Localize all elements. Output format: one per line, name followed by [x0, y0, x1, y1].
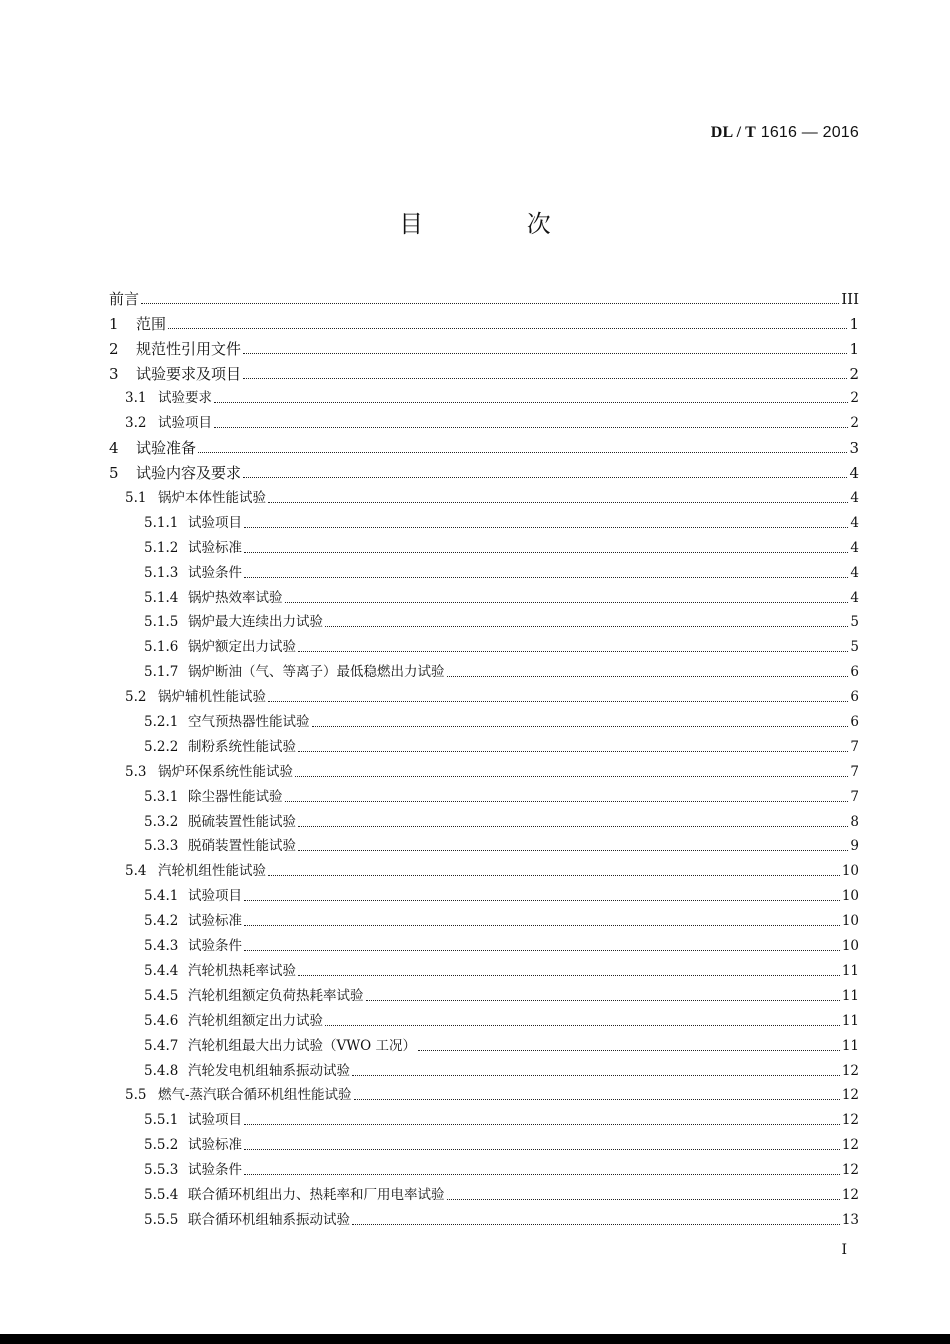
- toc-leader-dots: [141, 302, 839, 304]
- toc-leader-dots: [418, 1049, 840, 1051]
- toc-leader-dots: [447, 1198, 840, 1200]
- toc-entry-title: 试验项目: [188, 888, 242, 905]
- toc-entry-page: 10: [841, 913, 859, 930]
- toc-entry[interactable]: [109, 632, 859, 657]
- toc-entry-number: 5.5: [125, 1087, 147, 1104]
- toc-entry-title: 试验条件: [188, 1162, 242, 1179]
- toc-entry-page: 6: [850, 714, 859, 731]
- toc-entry[interactable]: [109, 657, 859, 682]
- toc-leader-dots: [244, 899, 840, 901]
- toc-entry-title: 锅炉最大连续出力试验: [188, 614, 323, 631]
- toc-entry-page: 12: [841, 1062, 859, 1079]
- toc-entry-page: 4: [849, 464, 859, 483]
- toc-entry[interactable]: [109, 334, 859, 359]
- toc-entry-page: 2: [850, 415, 859, 432]
- toc-entry[interactable]: [109, 433, 859, 458]
- toc-entry[interactable]: [109, 458, 859, 483]
- toc-leader-dots: [214, 401, 848, 403]
- toc-entry-page: 4: [850, 589, 859, 606]
- toc-leader-dots: [285, 601, 849, 603]
- toc-leader-dots: [325, 625, 848, 627]
- toc-entry-page: 1: [849, 339, 859, 358]
- toc-entry-number: 5.1.4: [144, 589, 179, 606]
- toc-entry[interactable]: [109, 483, 859, 508]
- toc-leader-dots: [214, 426, 848, 428]
- toc-entry-title: 试验标准: [188, 913, 242, 930]
- toc-entry-page: 6: [850, 689, 859, 706]
- toc-entry-number: 5.4.3: [144, 938, 179, 955]
- toc-entry[interactable]: [109, 408, 859, 433]
- toc-entry[interactable]: [109, 309, 859, 334]
- toc-leader-dots: [244, 1123, 840, 1125]
- toc-entry-number: 1: [109, 314, 119, 333]
- toc-entry-title: 脱硝装置性能试验: [188, 838, 296, 855]
- toc-leader-dots: [354, 1098, 840, 1100]
- toc-entry-page: 5: [850, 639, 859, 656]
- toc-entry-page: 12: [841, 1087, 859, 1104]
- toc-entry[interactable]: [109, 359, 859, 384]
- toc-entry-title: 试验准备: [136, 439, 197, 458]
- toc-entry-title: 前言: [109, 289, 140, 308]
- toc-entry-number: 5.2.2: [144, 738, 179, 755]
- toc-entry-number: 5.1: [125, 490, 147, 507]
- toc-entry-number: 3.2: [125, 415, 147, 432]
- toc-leader-dots: [244, 576, 848, 578]
- document-code: [711, 124, 859, 142]
- toc-entry[interactable]: [109, 1056, 859, 1081]
- toc-leader-dots: [244, 551, 848, 553]
- toc-entry-title: 试验项目: [158, 415, 212, 432]
- toc-entry[interactable]: [109, 856, 859, 881]
- toc-entry[interactable]: [109, 881, 859, 906]
- toc-entry-number: 5.3.2: [144, 813, 179, 830]
- toc-entry[interactable]: [109, 1130, 859, 1155]
- toc-leader-dots: [243, 476, 847, 478]
- toc-entry-title: 汽轮机组额定出力试验: [188, 1012, 323, 1029]
- toc-entry[interactable]: [109, 807, 859, 832]
- toc-entry-page: 10: [841, 938, 859, 955]
- toc-entry-page: 9: [850, 838, 859, 855]
- toc-entry-number: 5.1.2: [144, 539, 179, 556]
- page-title: 目 次: [399, 210, 599, 238]
- toc-entry-number: 5: [109, 464, 119, 483]
- toc-entry-title: 联合循环机组轴系振动试验: [188, 1211, 350, 1228]
- toc-entry[interactable]: [109, 1006, 859, 1031]
- toc-entry-page: 7: [850, 763, 859, 780]
- toc-entry[interactable]: [109, 1081, 859, 1106]
- toc-entry[interactable]: [109, 682, 859, 707]
- toc-entry-page: 11: [841, 1037, 859, 1054]
- toc-entry-title: 联合循环机组出力、热耗率和厂用电率试验: [188, 1186, 445, 1203]
- toc-leader-dots: [298, 849, 848, 851]
- toc-entry-title: 锅炉断油（气、等离子）最低稳燃出力试验: [188, 664, 445, 681]
- toc-entry-page: 11: [841, 962, 859, 979]
- toc-entry-title: 试验项目: [188, 514, 242, 531]
- toc-leader-dots: [352, 1074, 840, 1076]
- toc-leader-dots: [268, 501, 848, 503]
- toc-entry[interactable]: [109, 1180, 859, 1205]
- toc-entry-title: 锅炉环保系统性能试验: [158, 763, 293, 780]
- toc-leader-dots: [298, 974, 840, 976]
- toc-entry-page: 11: [841, 987, 859, 1004]
- toc-entry-number: 5.2: [125, 689, 147, 706]
- toc-leader-dots: [325, 1024, 840, 1026]
- toc-entry-title: 试验要求: [158, 390, 212, 407]
- toc-entry-page: 4: [850, 490, 859, 507]
- toc-leader-dots: [295, 775, 848, 777]
- toc-entry-number: 5.5.3: [144, 1162, 179, 1179]
- toc-entry-title: 汽轮机热耗率试验: [188, 962, 296, 979]
- toc-leader-dots: [268, 874, 840, 876]
- toc-entry-number: 5.1.3: [144, 564, 179, 581]
- toc-entry-page: 1: [849, 314, 859, 333]
- toc-entry-number: 5.1.7: [144, 664, 179, 681]
- toc-entry-page: 10: [841, 888, 859, 905]
- toc-entry-title: 试验条件: [188, 564, 242, 581]
- toc-leader-dots: [312, 725, 849, 727]
- toc-entry-page: 10: [841, 863, 859, 880]
- toc-entry-number: 5.3.1: [144, 788, 179, 805]
- toc-entry-title: 试验条件: [188, 938, 242, 955]
- toc-leader-dots: [298, 650, 848, 652]
- toc-entry[interactable]: [109, 583, 859, 608]
- toc-entry[interactable]: [109, 757, 859, 782]
- toc-leader-dots: [243, 377, 847, 379]
- toc-leader-dots: [244, 924, 840, 926]
- table-of-contents: [109, 284, 859, 1230]
- toc-entry-page: 5: [850, 614, 859, 631]
- toc-entry[interactable]: [109, 508, 859, 533]
- toc-entry[interactable]: [109, 782, 859, 807]
- toc-entry-page: 4: [850, 539, 859, 556]
- toc-entry-number: 5.1.6: [144, 639, 179, 656]
- toc-entry-title: 试验项目: [188, 1112, 242, 1129]
- toc-entry-title: 燃气-蒸汽联合循环机组性能试验: [158, 1087, 352, 1104]
- toc-entry-number: 5.5.4: [144, 1186, 179, 1203]
- toc-entry-number: 3.1: [125, 390, 147, 407]
- toc-entry[interactable]: [109, 558, 859, 583]
- toc-entry[interactable]: [109, 533, 859, 558]
- toc-entry-title: 锅炉辅机性能试验: [158, 689, 266, 706]
- toc-entry-number: 5.4.8: [144, 1062, 179, 1079]
- toc-entry-page: 8: [850, 813, 859, 830]
- toc-entry-title: 范围: [136, 314, 167, 333]
- toc-entry[interactable]: [109, 1205, 859, 1230]
- toc-leader-dots: [298, 750, 848, 752]
- toc-entry-title: 试验标准: [188, 539, 242, 556]
- toc-entry-number: 5.3: [125, 763, 147, 780]
- document-code-prefix: DL / T: [710, 124, 757, 141]
- toc-entry-title: 汽轮机组额定负荷热耗率试验: [188, 987, 364, 1004]
- toc-entry-title: 空气预热器性能试验: [188, 714, 310, 731]
- toc-entry-title: 汽轮机组性能试验: [158, 863, 266, 880]
- toc-entry-title: 锅炉热效率试验: [188, 589, 283, 606]
- toc-leader-dots: [285, 800, 849, 802]
- toc-entry[interactable]: [109, 906, 859, 931]
- toc-entry[interactable]: [109, 956, 859, 981]
- toc-entry-page: 12: [841, 1112, 859, 1129]
- toc-leader-dots: [244, 949, 840, 951]
- toc-entry-page: 7: [850, 738, 859, 755]
- toc-entry-title: 试验要求及项目: [136, 364, 242, 383]
- toc-entry-page: 7: [850, 788, 859, 805]
- toc-entry-title: 锅炉本体性能试验: [158, 490, 266, 507]
- toc-entry-title: 脱硫装置性能试验: [188, 813, 296, 830]
- toc-entry-page: 13: [841, 1211, 859, 1228]
- toc-entry-title: 汽轮发电机组轴系振动试验: [188, 1062, 350, 1079]
- toc-leader-dots: [298, 825, 848, 827]
- toc-entry[interactable]: [109, 608, 859, 633]
- toc-entry-number: 5.5.5: [144, 1211, 179, 1228]
- toc-entry-number: 5.4.5: [144, 987, 179, 1004]
- toc-entry-title: 除尘器性能试验: [188, 788, 283, 805]
- toc-entry[interactable]: [109, 981, 859, 1006]
- toc-entry-page: 4: [850, 564, 859, 581]
- toc-entry-title: 汽轮机组最大出力试验（VWO 工况）: [188, 1037, 416, 1054]
- toc-entry-page: 6: [850, 664, 859, 681]
- toc-entry-number: 5.1.1: [144, 514, 179, 531]
- toc-entry-number: 3: [109, 364, 119, 383]
- toc-entry[interactable]: [109, 1031, 859, 1056]
- toc-leader-dots: [244, 526, 848, 528]
- toc-entry-number: 5.4.6: [144, 1012, 179, 1029]
- toc-entry[interactable]: [109, 732, 859, 757]
- toc-entry-title: 试验内容及要求: [136, 464, 242, 483]
- toc-leader-dots: [168, 327, 847, 329]
- toc-entry[interactable]: [109, 384, 859, 409]
- toc-leader-dots: [447, 675, 849, 677]
- toc-leader-dots: [243, 352, 847, 354]
- toc-entry-number: 5.5.1: [144, 1112, 179, 1129]
- toc-entry-title: 制粉系统性能试验: [188, 738, 296, 755]
- toc-entry-number: 5.2.1: [144, 714, 179, 731]
- toc-entry[interactable]: [109, 931, 859, 956]
- toc-entry-number: 5.4.7: [144, 1037, 179, 1054]
- toc-entry-number: 5.4.4: [144, 962, 179, 979]
- toc-entry-number: 5.3.3: [144, 838, 179, 855]
- toc-entry[interactable]: [109, 1155, 859, 1180]
- toc-entry-page: 2: [849, 364, 859, 383]
- toc-entry-page: 12: [841, 1137, 859, 1154]
- bottom-border: [0, 1334, 950, 1344]
- toc-entry-number: 4: [109, 439, 119, 458]
- toc-entry-page: III: [841, 289, 859, 308]
- toc-leader-dots: [352, 1223, 840, 1225]
- document-code-number: 1616 — 2016: [760, 124, 859, 141]
- toc-entry-page: 12: [841, 1162, 859, 1179]
- toc-entry-page: 3: [849, 439, 859, 458]
- toc-entry-number: 5.5.2: [144, 1137, 179, 1154]
- toc-entry[interactable]: [109, 284, 859, 309]
- toc-leader-dots: [244, 1173, 840, 1175]
- toc-entry-number: 5.4: [125, 863, 147, 880]
- toc-entry-page: 11: [841, 1012, 859, 1029]
- toc-leader-dots: [244, 1148, 840, 1150]
- toc-entry-number: 5.4.1: [144, 888, 179, 905]
- toc-entry-page: 2: [850, 390, 859, 407]
- toc-entry-page: 12: [841, 1186, 859, 1203]
- toc-entry-number: 5.1.5: [144, 614, 179, 631]
- toc-entry-number: 2: [109, 339, 119, 358]
- toc-entry-number: 5.4.2: [144, 913, 179, 930]
- page-number: I: [841, 1242, 847, 1258]
- toc-entry-title: 试验标准: [188, 1137, 242, 1154]
- toc-entry-page: 4: [850, 514, 859, 531]
- toc-entry-title: 锅炉额定出力试验: [188, 639, 296, 656]
- toc-leader-dots: [198, 451, 847, 453]
- toc-entry[interactable]: [109, 832, 859, 857]
- toc-entry-title: 规范性引用文件: [136, 339, 242, 358]
- toc-entry[interactable]: [109, 1105, 859, 1130]
- toc-leader-dots: [268, 700, 848, 702]
- toc-leader-dots: [366, 999, 840, 1001]
- toc-entry[interactable]: [109, 707, 859, 732]
